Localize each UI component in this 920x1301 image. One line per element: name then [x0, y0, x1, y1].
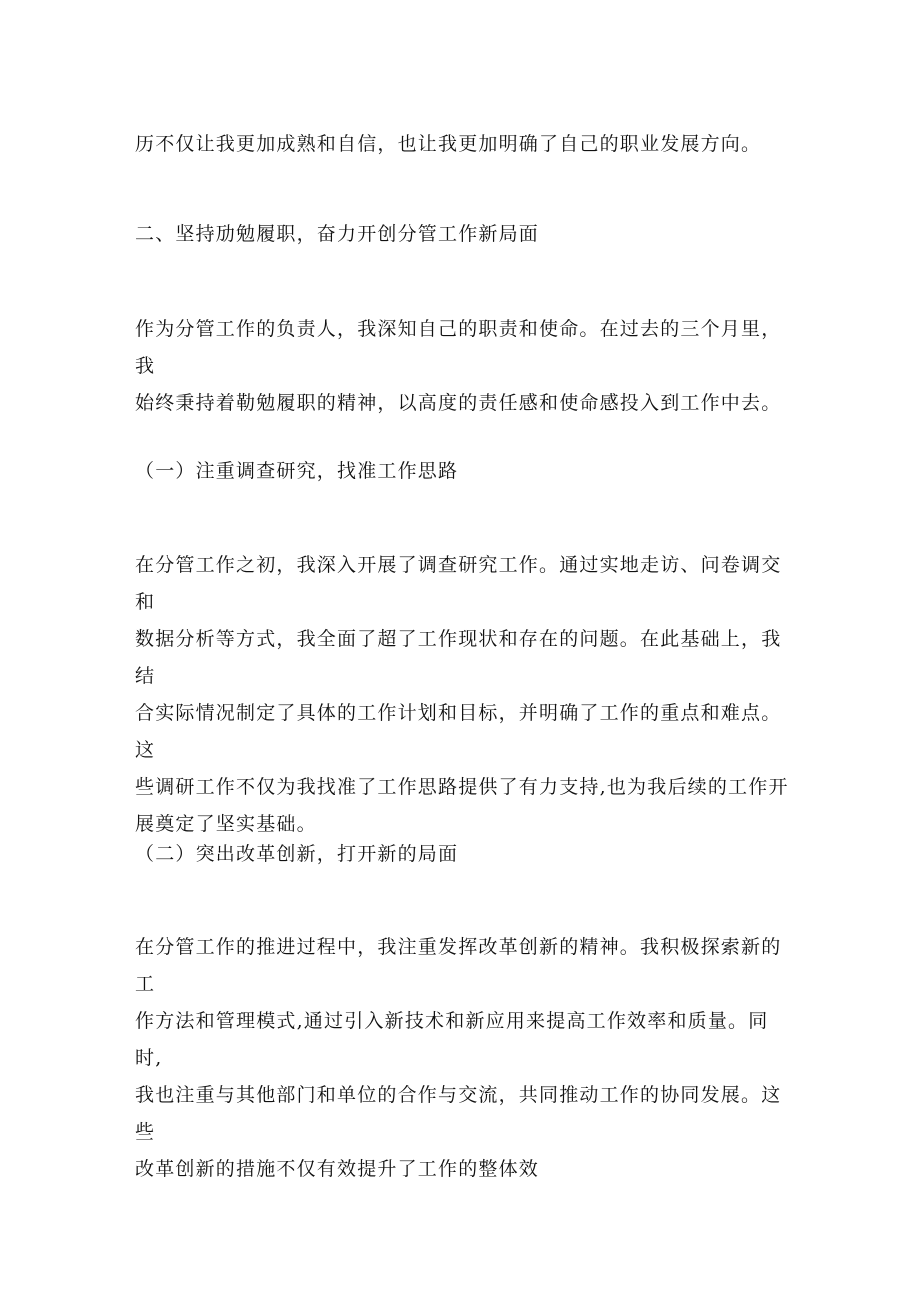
- subsection-heading-1: （一）注重调查研究，找准工作思路: [135, 460, 459, 482]
- subsection-heading-2: （二）突出改革创新，打开新的局面: [135, 843, 459, 865]
- paragraph-research: 在分管工作之初，我深入开展了调查研究工作。通过实地走访、问卷调交和 数据分析等方式，我全面了超了工作现状和存在的问题。在此基础上，我结 合实际情况制定了具体的工作计划和目标，并明确了工作的重点和难点。这 些调研工作不仅为我找准了工作思路提供了有力支持,也为我后续的工作开 展奠定了坚实基础。: [135, 554, 789, 835]
- paragraph-innovation: 在分管工作的推进过程中，我注重发挥改革创新的精神。我积极探索新的工 作方法和管理模式,通过引入新技术和新应用来提高工作效率和质量。同时, 我也注重与其他部门和单位的合作与交流，共同推动工作的协同发展。这些 改革创新的措施不仅有效提升了工作的整体效: [135, 936, 782, 1180]
- section-heading-2: 二、坚持劢勉履职，奋力开创分管工作新局面: [135, 223, 540, 245]
- paragraph-intro: 作为分管工作的负责人，我深知自己的职责和使命。在过去的三个月里，我 始终秉持着勒勉履职的精神，以高度的责任感和使命感投入到工作中去。: [135, 318, 782, 414]
- paragraph-continuation: 历不仅让我更加成熟和自信，也让我更加明确了自己的职业发展方向。: [135, 133, 762, 155]
